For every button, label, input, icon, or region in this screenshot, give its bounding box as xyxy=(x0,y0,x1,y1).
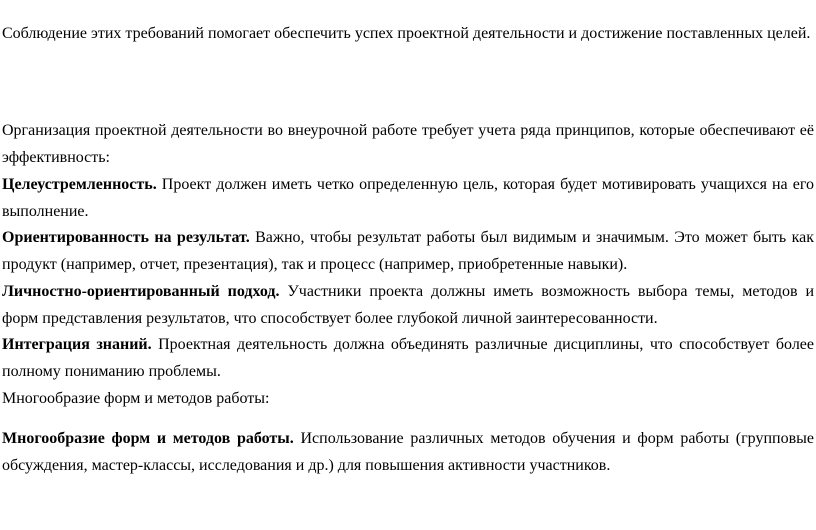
principle-personal-text: Участники проекта должны иметь возможность выбора темы, методов и форм представления результатов, что способствует более глубокой личной заинтересованности. xyxy=(2,283,815,327)
principle-integration-text: Проектная деятельность должна объединять различные дисциплины, что способствует более полному пониманию проблемы. xyxy=(2,336,815,380)
forms-item-term: Многообразие форм и методов работы. xyxy=(2,430,294,447)
principle-goal-text: Проект должен иметь четко определенную цель, которая будет мотивировать учащихся на его выполнение. xyxy=(2,176,814,220)
principle-goal-term: Целеустремленность. xyxy=(2,176,157,193)
principle-result-text: Важно, чтобы результат работы был видимым и значимым. Это может быть как продукт (например, отчет, презентация), так и процесс (например, приобретенные навыки). xyxy=(2,229,815,273)
intro-sentence: Соблюдение этих требований помогает обеспечить успех проектной деятельности и достижение поставленных целей. xyxy=(2,25,811,42)
principle-goal xyxy=(2,171,814,225)
principle-integration xyxy=(2,331,814,385)
forms-heading: Многообразие форм и методов работы: xyxy=(2,390,270,407)
principle-personal xyxy=(2,278,814,332)
principle-integration-term: Интеграция знаний. xyxy=(2,336,152,353)
principles-intro: Организация проектной деятельности во внеурочной работе требует учета ряда принципов, которые обеспечивают её эффективность: xyxy=(2,122,814,166)
principle-personal-term: Личностно-ориентированный подход. xyxy=(2,283,280,300)
forms-item-text: Использование различных методов обучения и форм работы (групповые обсуждения, мастер-классы, исследования и др.) для повышения активности участников. xyxy=(2,430,814,474)
principle-result-term: Ориентированность на результат. xyxy=(2,229,250,246)
principle-result xyxy=(2,224,814,278)
forms-item xyxy=(2,425,814,479)
